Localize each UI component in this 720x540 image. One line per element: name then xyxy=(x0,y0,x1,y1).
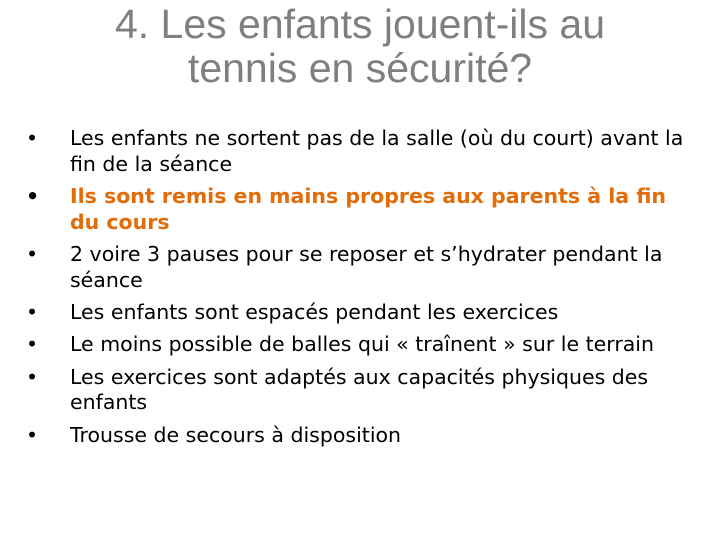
bullet-dot: • xyxy=(26,299,39,324)
bullet-text: 2 voire 3 pauses pour se reposer et s’hydrater pendant la séance xyxy=(70,241,663,292)
bullet-text: Les enfants sont espacés pendant les exercices xyxy=(70,299,559,324)
bullet-text: Le moins possible de balles qui « traînent » sur le terrain xyxy=(70,332,654,357)
bullet-dot: • xyxy=(26,422,39,447)
bullet-dot: • xyxy=(26,332,39,357)
bullet-item xyxy=(26,365,686,416)
bullet-dot: • xyxy=(26,241,39,266)
bullet-dot: • xyxy=(26,364,39,389)
bullet-list xyxy=(26,126,686,455)
slide-title-line-1: 4. Les enfants jouent-ils au xyxy=(114,1,606,47)
bullet-item xyxy=(26,242,686,293)
bullet-item xyxy=(26,300,686,326)
slide-title-line-2: tennis en sécurité? xyxy=(187,45,533,91)
bullet-text: Trousse de secours à disposition xyxy=(70,422,402,447)
bullet-text: Ils sont remis en mains propres aux parents à la fin du cours xyxy=(70,183,667,234)
bullet-item-highlighted xyxy=(26,184,686,235)
bullet-dot: • xyxy=(26,126,39,150)
bullet-item xyxy=(26,423,686,449)
slide-title xyxy=(20,2,700,90)
bullet-item xyxy=(26,332,686,358)
bullet-item xyxy=(26,126,686,177)
bullet-text: Les exercices sont adaptés aux capacités physiques des enfants xyxy=(70,364,649,415)
bullet-dot: • xyxy=(26,183,40,208)
bullet-text: Les enfants ne sortent pas de la salle (où du court) avant la fin de la séance xyxy=(70,126,684,176)
